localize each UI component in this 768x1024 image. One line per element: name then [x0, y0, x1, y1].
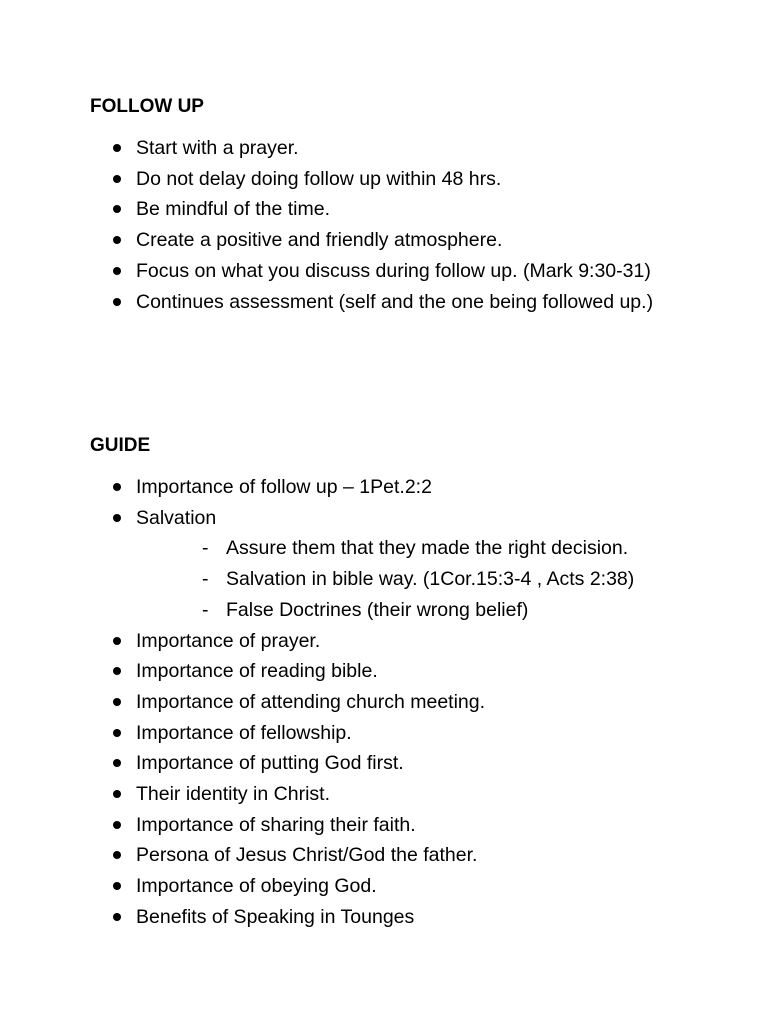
- bullet-icon: [113, 298, 121, 306]
- list-item: [0, 810, 768, 841]
- bullet-icon: [113, 175, 121, 183]
- bullet-icon: [113, 698, 121, 706]
- bullet-icon: [113, 144, 121, 152]
- list-item-text: Importance of fellowship.: [136, 721, 352, 744]
- list-item: [0, 779, 768, 810]
- list-item: [0, 626, 768, 657]
- list-item-text: Be mindful of the time.: [136, 198, 331, 221]
- sub-list-item: [0, 595, 768, 626]
- list-item-text: Importance of putting God first.: [136, 752, 404, 775]
- dash-marker: -: [202, 598, 209, 621]
- dash-marker: -: [202, 537, 209, 560]
- bullet-icon: [113, 236, 121, 244]
- bullet-icon: [113, 267, 121, 275]
- sub-list-item: [0, 533, 768, 564]
- bullet-icon: [113, 821, 121, 829]
- list-item: [0, 503, 768, 534]
- sub-list-item: [0, 564, 768, 595]
- list-item-text: Importance of sharing their faith.: [136, 813, 416, 836]
- list-item: [0, 133, 768, 164]
- bullet-icon: [113, 514, 121, 522]
- list-item: [0, 902, 768, 933]
- bullet-icon: [113, 759, 121, 767]
- list-item-text: Start with a prayer.: [136, 137, 299, 159]
- guide-list: [0, 472, 768, 933]
- bullet-icon: [113, 205, 121, 213]
- bullet-icon: [113, 882, 121, 890]
- list-item: [0, 472, 768, 503]
- bullet-icon: [113, 790, 121, 798]
- bullet-icon: [113, 851, 121, 859]
- list-item: [0, 225, 768, 256]
- sub-list-item-text: Assure them that they made the right decision.: [226, 537, 629, 560]
- heading-guide: GUIDE: [90, 435, 151, 456]
- sub-list-item-text: False Doctrines (their wrong belief): [226, 598, 529, 621]
- list-item-text: Their identity in Christ.: [136, 783, 330, 806]
- list-item-text: Continues assessment (self and the one being followed up.): [136, 290, 654, 313]
- list-item-text: Persona of Jesus Christ/God the father.: [136, 844, 478, 867]
- list-item-text: Do not delay doing follow up within 48 hrs.: [136, 167, 502, 190]
- list-item: [0, 656, 768, 687]
- list-item-text: Benefits of Speaking in Tounges: [136, 905, 415, 928]
- bullet-icon: [113, 483, 121, 491]
- list-item-text: Importance of reading bible.: [136, 660, 378, 683]
- bullet-icon: [113, 667, 121, 675]
- list-item-text: Salvation: [136, 506, 217, 529]
- list-item: [0, 718, 768, 749]
- list-item: [0, 687, 768, 718]
- list-item: [0, 287, 768, 318]
- list-item: [0, 748, 768, 779]
- list-item: [0, 840, 768, 871]
- list-item: [0, 194, 768, 225]
- list-item-text: Importance of prayer.: [136, 629, 321, 652]
- list-item-text: Focus on what you discuss during follow up. (Mark 9:30-31): [136, 259, 651, 282]
- follow-up-list: [0, 133, 768, 317]
- list-item-text: Importance of obeying God.: [136, 875, 377, 898]
- dash-marker: -: [202, 568, 209, 591]
- bullet-icon: [113, 913, 121, 921]
- list-item: [0, 256, 768, 287]
- list-item: [0, 164, 768, 195]
- sub-list-item-text: Salvation in bible way. (1Cor.15:3-4 , Acts 2:38): [226, 568, 635, 591]
- bullet-icon: [113, 729, 121, 737]
- list-item-text: Importance of attending church meeting.: [136, 690, 486, 713]
- list-item-text: Create a positive and friendly atmosphere.: [136, 229, 503, 252]
- bullet-icon: [113, 637, 121, 645]
- heading-follow-up: FOLLOW UP: [90, 96, 204, 117]
- list-item: [0, 871, 768, 902]
- list-item-text: Importance of follow up – 1Pet.2:2: [136, 476, 432, 498]
